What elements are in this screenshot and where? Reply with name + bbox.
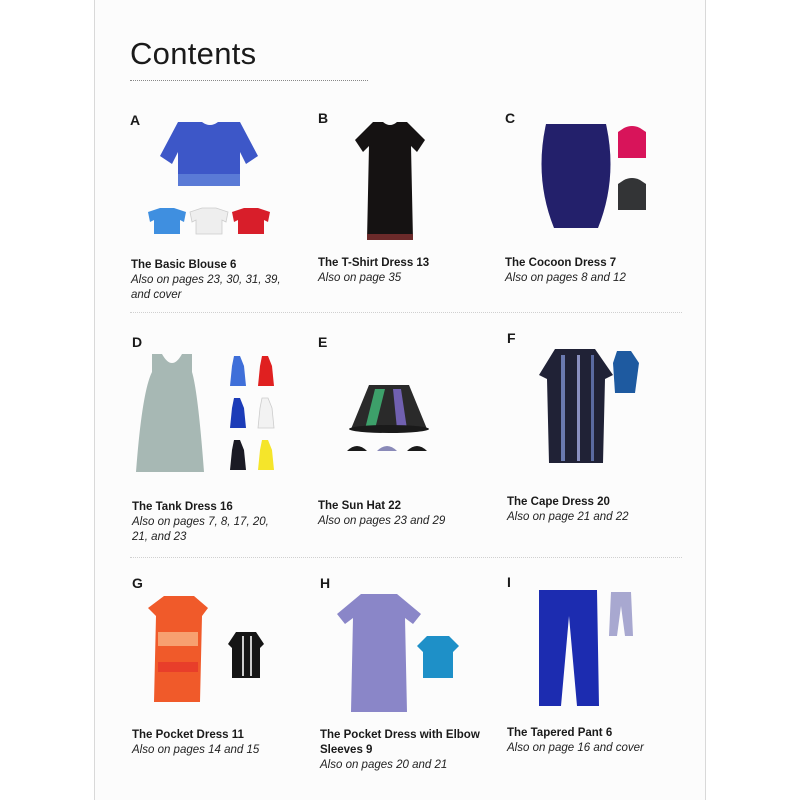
item-pages: Also on pages 8 and 12 [505,272,626,284]
item-letter: I [507,574,511,590]
item-pages: Also on page 16 and cover [507,742,644,754]
item-pages: Also on pages 7, 8, 17, 20, 21, and 23 [132,516,269,543]
item-pages: Also on pages 23, 30, 31, 39, and cover [131,274,281,301]
cape-dress-illustration [535,345,645,470]
item-pages: Also on pages 20 and 21 [320,759,448,771]
item-title: The Cocoon Dress 7 [505,257,617,269]
item-pages: Also on pages 23 and 29 [318,515,446,527]
item-letter: B [318,110,329,126]
item-title: The Tank Dress 16 [132,501,233,513]
item-title: The Cape Dress 20 [507,496,610,508]
sun-hat-illustration [335,375,455,475]
tapered-pant-illustration [535,586,645,716]
item-pages: Also on pages 14 and 15 [132,744,260,756]
title-divider [130,80,368,81]
page-title: Contents [130,36,257,71]
basic-blouse-illustration [140,118,280,248]
item-title: The Basic Blouse 6 [131,259,237,271]
row-divider [130,557,682,558]
item-letter: A [130,112,141,128]
pocket-dress-illustration [146,592,276,717]
tshirt-dress-illustration [345,118,435,248]
item-letter: G [132,575,143,591]
item-letter: F [507,330,516,346]
item-letter: D [132,334,143,350]
elbow-sleeve-dress-illustration [335,590,465,720]
item-letter: E [318,334,328,350]
tank-dress-illustration [132,352,292,482]
item-title: The Pocket Dress with Elbow Sleeves 9 [320,729,480,756]
item-letter: H [320,575,331,591]
cocoon-dress-illustration [528,118,668,248]
item-title: The Pocket Dress 11 [132,729,244,741]
item-title: The T-Shirt Dress 13 [318,257,430,269]
item-title: The Tapered Pant 6 [507,727,613,739]
item-title: The Sun Hat 22 [318,500,402,512]
item-letter: C [505,110,516,126]
item-pages: Also on page 21 and 22 [507,511,629,523]
row-divider [130,312,682,313]
item-pages: Also on page 35 [318,272,402,284]
